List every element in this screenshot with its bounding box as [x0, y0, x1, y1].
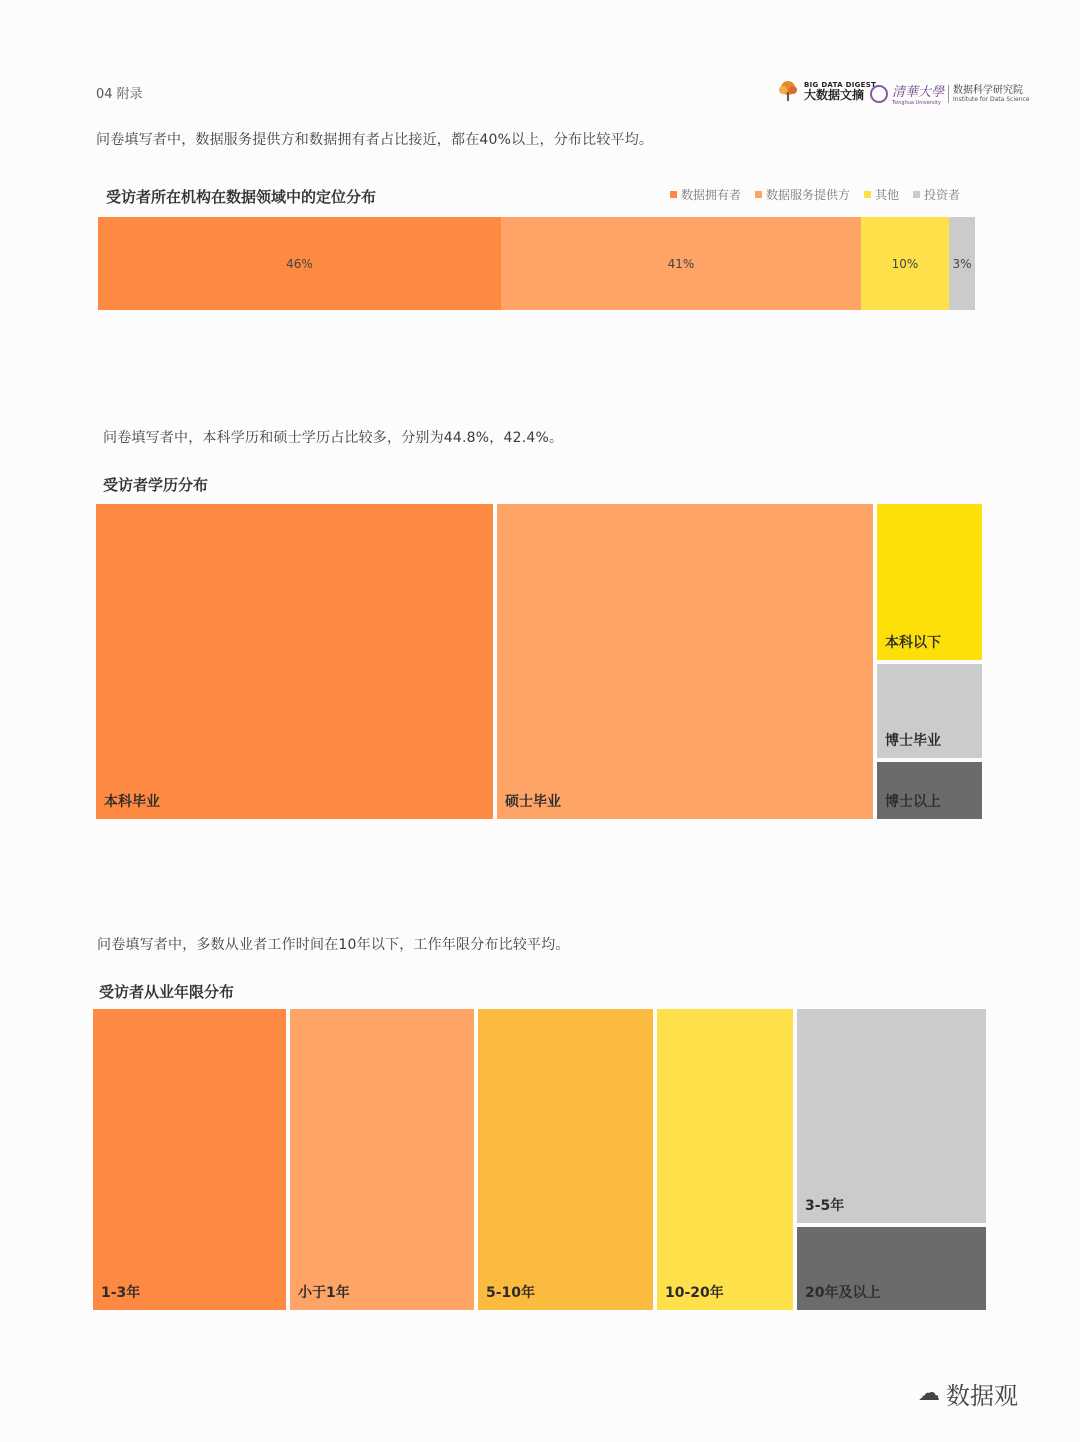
treemap-tile — [797, 1227, 986, 1310]
data-label: 10% — [891, 256, 919, 271]
tile-label: 小于1年 — [298, 1285, 350, 1301]
treemap-tile — [657, 1009, 793, 1310]
data-label: 46% — [286, 256, 313, 271]
legend-item — [670, 186, 741, 203]
bar-segment — [861, 217, 949, 310]
legend-label: 投资者 — [924, 188, 961, 202]
treemap-tile — [877, 504, 982, 660]
tile-label: 本科毕业 — [104, 794, 160, 810]
treemap-tile — [797, 1009, 986, 1223]
education-treemap — [96, 504, 982, 819]
watermark — [918, 1376, 1018, 1411]
tile-label: 3-5年 — [805, 1198, 845, 1214]
chart1-title: 受访者所在机构在数据领域中的定位分布 — [106, 188, 377, 206]
treemap-tile — [478, 1009, 653, 1310]
data-label: 41% — [667, 256, 695, 271]
tsinghua-seal-icon — [870, 85, 888, 103]
legend-swatch — [864, 191, 871, 198]
legend-swatch — [913, 191, 920, 198]
bar-segment — [501, 217, 861, 310]
legend-item — [864, 186, 899, 203]
treemap-tile — [96, 504, 493, 819]
legend-swatch — [670, 191, 677, 198]
tsinghua-name: 清華大學 — [892, 85, 945, 100]
intro-text-1: 问卷填写者中，数据服务提供方和数据拥有者占比接近，都在40%以上，分布比较平均。 — [96, 132, 654, 148]
treemap-tile — [877, 664, 982, 758]
legend-label: 其他 — [875, 188, 900, 202]
logo-divider — [948, 85, 949, 103]
treemap-tile — [93, 1009, 286, 1310]
tree-icon — [776, 80, 800, 102]
intro-text-2: 问卷填写者中，本科学历和硕士学历占比较多，分别为44.8%，42.4%。 — [103, 430, 564, 446]
treemap-tile — [877, 762, 982, 819]
treemap-tile — [497, 504, 873, 819]
legend-label: 数据拥有者 — [681, 188, 742, 202]
tile-label: 博士毕业 — [885, 733, 941, 749]
treemap-tile — [290, 1009, 474, 1310]
legend-item — [755, 186, 850, 203]
legend-item — [913, 186, 960, 203]
legend-swatch — [755, 191, 762, 198]
chart2-title: 受访者学历分布 — [103, 476, 209, 494]
tile-label: 20年及以上 — [805, 1285, 881, 1301]
ids-name-en: Institute for Data Science — [953, 95, 1030, 103]
tile-label: 硕士毕业 — [505, 794, 561, 810]
chart3-title: 受访者从业年限分布 — [99, 983, 235, 1001]
tile-label: 本科以下 — [885, 635, 941, 651]
data-label: 3% — [952, 256, 972, 271]
tile-label: 1-3年 — [101, 1285, 141, 1301]
intro-text-3: 问卷填写者中，多数从业者工作时间在10年以下，工作年限分布比较平均。 — [97, 937, 570, 953]
legend-label: 数据服务提供方 — [766, 188, 851, 202]
tile-label: 10-20年 — [665, 1285, 724, 1301]
big-data-digest-logo — [776, 80, 876, 102]
tsinghua-sub: Tsinghua University — [892, 100, 941, 106]
wechat-icon: ☁ — [918, 1381, 940, 1406]
section-label: 04 附录 — [96, 87, 143, 102]
tile-label: 博士以上 — [885, 794, 941, 810]
bar-segment — [949, 217, 975, 310]
ids-name-cn: 数据科学研究院 — [953, 84, 1024, 96]
stacked-bar — [98, 217, 975, 310]
bar-segment — [98, 217, 501, 310]
bdd-logo-en: BIG DATA DIGEST — [804, 80, 877, 89]
watermark-text: 数据观 — [946, 1382, 1018, 1410]
chart1-legend — [670, 186, 960, 203]
bdd-logo-cn: 大数据文摘 — [804, 87, 865, 102]
experience-treemap — [93, 1009, 986, 1310]
tsinghua-ids-logo — [870, 81, 1030, 106]
tile-label: 5-10年 — [486, 1285, 536, 1301]
